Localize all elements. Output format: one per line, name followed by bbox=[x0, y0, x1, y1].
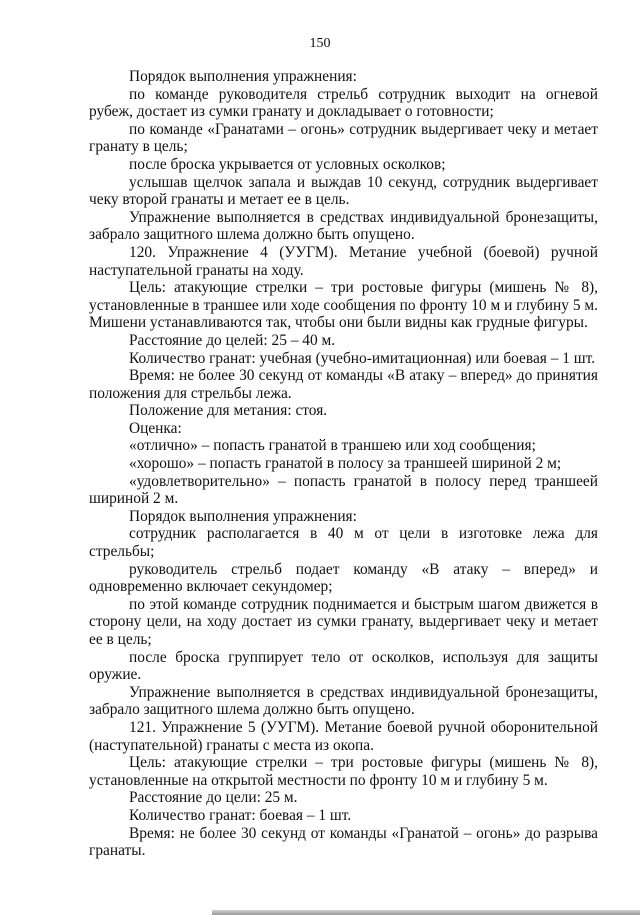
paragraph: «удовлетворительно» – попасть гранатой в полосу перед траншеей шириной 2 м. bbox=[89, 472, 598, 508]
paragraph: Количество гранат: учебная (учебно-имитационная) или боевая – 1 шт. bbox=[129, 349, 596, 367]
paragraph: Упражнение выполняется в средствах индивидуальной бронезащиты, забрало защитного шлема должно быть опущено. bbox=[89, 208, 598, 244]
paragraph: Порядок выполнения упражнения: bbox=[129, 68, 357, 85]
paragraph: Количество гранат: боевая – 1 шт. bbox=[129, 806, 352, 824]
paragraph: Расстояние до целей: 25 – 40 м. bbox=[129, 331, 336, 349]
paragraph: по этой команде сотрудник поднимается и быстрым шагом движется в сторону цели, на ходу достает из сумки гранату, выдергивает чеку и метает ее в цель; bbox=[89, 595, 598, 648]
paragraph: руководитель стрельб подает команду «В атаку – вперед» и одновременно включает секундомер; bbox=[89, 560, 598, 596]
paragraph: сотрудник располагается в 40 м от цели в изготовке лежа для стрельбы; bbox=[89, 525, 598, 561]
paragraph: 120. Упражнение 4 (УУГМ). Метание учебной (боевой) ручной наступательной гранаты на ходу. bbox=[89, 243, 598, 279]
paragraph: Расстояние до цели: 25 м. bbox=[129, 789, 298, 807]
paragraph: после броска группирует тело от осколков, используя для защиты оружие. bbox=[89, 648, 598, 684]
paragraph: после броска укрывается от условных осколков; bbox=[129, 155, 446, 173]
paragraph: Время: не более 30 секунд от команды «В атаку – вперед» до принятия положения для стрельбы лежа. bbox=[89, 367, 598, 402]
paragraph: Время: не более 30 секунд от команды «Гранатой – огонь» до разрыва гранаты. bbox=[89, 824, 598, 860]
paragraph: по команде руководителя стрельб сотрудник выходит на огневой рубеж, достает из сумки гранату и докладывает о готовности; bbox=[89, 85, 598, 121]
paragraph: Оценка: bbox=[129, 419, 182, 437]
paragraph: Положение для метания: стоя. bbox=[129, 402, 328, 420]
paragraph: 121. Упражнение 5 (УУГМ). Метание боевой ручной оборонительной (наступательной) гранаты с места из окопа. bbox=[89, 718, 598, 754]
paragraph: «хорошо» – попасть гранатой в полосу за траншеей шириной 2 м; bbox=[129, 455, 562, 473]
paragraph: услышав щелчок запала и выждав 10 секунд, сотрудник выдергивает чеку второй гранаты и метает ее в цель. bbox=[89, 173, 598, 209]
scan-edge-shadow bbox=[212, 910, 640, 915]
paragraph: Цель: атакующие стрелки – три ростовые фигуры (мишень № 8), установленные на открытой местности по фронту 10 м и глубину 5 м. bbox=[89, 754, 598, 789]
document-body bbox=[89, 68, 598, 860]
paragraph: по команде «Гранатами – огонь» сотрудник выдергивает чеку и метает гранату в цель; bbox=[89, 120, 598, 156]
paragraph: Упражнение выполняется в средствах индивидуальной бронезащиты, забрало защитного шлема должно быть опущено. bbox=[89, 683, 598, 719]
paragraph: Цель: атакующие стрелки – три ростовые фигуры (мишень № 8), установленные в траншее или ходе сообщения по фронту 10 м и глубину 5 м. Мишени устанавливаются так, чтобы они были видны как грудные фигуры. bbox=[89, 279, 598, 332]
paragraph: «отлично» – попасть гранатой в траншею или ход сообщения; bbox=[129, 437, 536, 455]
page-number: 150 bbox=[309, 36, 331, 51]
paragraph: Порядок выполнения упражнения: bbox=[129, 507, 357, 525]
